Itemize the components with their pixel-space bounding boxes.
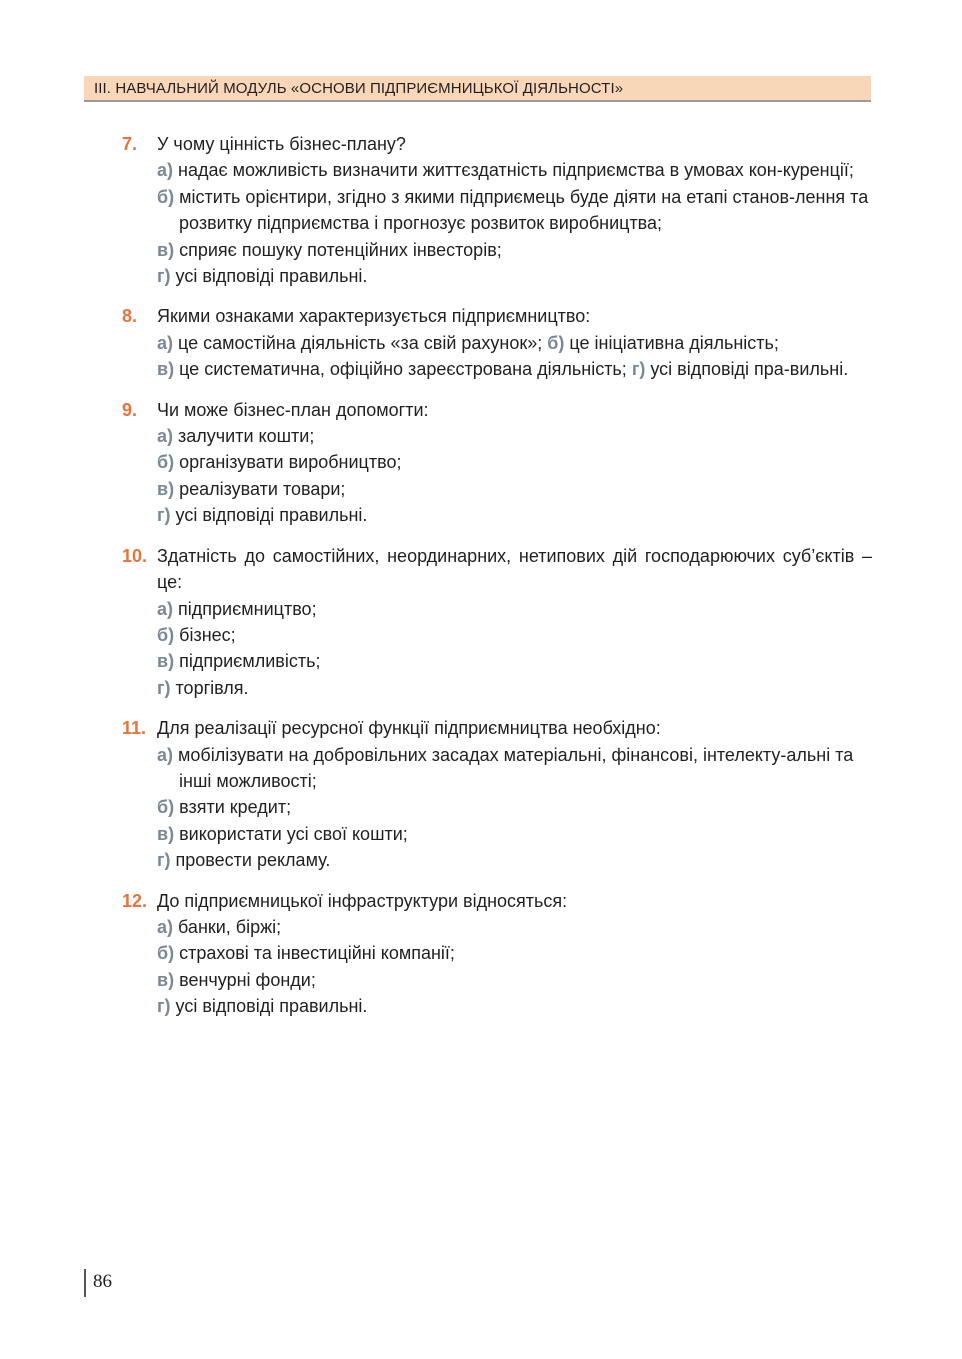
chapter-header [84,76,871,102]
option-label: г) [157,850,171,871]
option-label: в) [157,651,175,672]
answer-option [157,821,872,847]
option-label: г) [157,677,171,698]
option-label: а) [157,332,174,353]
answer-option [157,622,872,648]
answer-option-line [157,330,872,356]
option-label: б) [157,452,175,473]
answer-option [157,847,872,873]
option-text: підприємливість; [179,651,321,672]
option-label: г) [157,505,171,526]
option-label: а) [157,744,174,765]
option-label: г) [157,266,171,287]
option-text: надає можливість визначити життєздатність підприємства в умовах кон-куренції; [178,160,854,181]
question-text: Якими ознаками характеризується підприємництво: [157,306,591,327]
option-text: усі відповіді правильні. [175,505,368,526]
answer-option [157,742,872,795]
question-number: 12. [122,890,148,911]
option-text: мобілізувати на добровільних засадах матеріальні, фінансові, інтелекту-альні та інші можливості; [178,744,854,791]
option-text: взяти кредит; [179,797,292,818]
question-text: До підприємницької інфраструктури відносяться: [157,890,568,911]
option-text: містить орієнтири, згідно з якими підприємець буде діяти на етапі станов-лення та розвитку підприємства і прогнозує розвиток виробництва; [179,186,869,234]
option-text: реалізувати товари; [179,478,346,499]
answer-option [157,476,872,502]
question-number: 8. [122,306,138,327]
question-list [122,131,872,1034]
question-number: 11. [122,718,147,739]
question-10 [122,543,872,701]
option-label: в) [157,359,175,380]
answer-option [157,967,872,993]
answer-option [157,237,872,263]
answer-option [157,993,872,1019]
question-9 [122,397,872,529]
option-label: г) [631,359,646,380]
option-label: а) [157,916,174,937]
option-text: страхові та інвестиційні компанії; [179,943,455,964]
question-12 [122,888,872,1020]
option-text: це самостійна діяльність «за свій рахунок»; [178,332,543,353]
question-text: Здатність до самостійних, неординарних, нетипових дій господарюючих суб’єктів – це: [157,545,872,593]
page-number-bar [84,1269,86,1297]
option-label: б) [157,186,175,207]
answer-option [157,596,872,622]
question-7 [122,131,872,289]
answer-option [157,449,872,475]
option-text: сприяє пошуку потенційних інвесторів; [179,239,502,260]
question-11 [122,715,872,873]
answer-option [157,423,872,449]
option-label: в) [157,823,175,844]
option-label: г) [157,996,171,1017]
option-label: в) [157,478,175,499]
option-label: а) [157,598,174,619]
option-text: венчурні фонди; [179,969,316,990]
answer-option-line [157,356,872,382]
option-text: провести рекламу. [175,850,331,871]
answer-option [157,157,872,183]
question-text: Чи може бізнес-план допомогти: [157,399,429,420]
question-number: 10. [122,545,148,566]
answer-option [157,675,872,701]
question-text: У чому цінність бізнес-плану? [157,134,406,154]
question-8 [122,303,872,382]
option-text: це ініціативна діяльність; [569,332,779,353]
question-text: Для реалізації ресурсної функції підприємництва необхідно: [157,718,661,739]
option-label: б) [157,797,175,818]
answer-option [157,184,872,237]
question-number: 9. [122,399,138,420]
option-text: банки, біржі; [178,916,282,937]
option-text: використати усі свої кошти; [179,823,408,844]
answer-option [157,794,872,820]
option-label: в) [157,239,175,260]
chapter-title: III. НАВЧАЛЬНИЙ МОДУЛЬ «ОСНОВИ ПІДПРИЄМНИЦЬКОЇ ДІЯЛЬНОСТІ» [94,80,624,97]
option-text: підприємництво; [178,598,317,619]
option-text: усі відповіді правильні. [175,996,368,1017]
page-number: 86 [93,1271,112,1292]
answer-option [157,263,872,289]
option-text: бізнес; [179,624,236,645]
answer-option [157,648,872,674]
option-label: б) [547,332,565,353]
answer-option [157,502,872,528]
option-text: усі відповіді пра-вильні. [650,359,849,380]
answer-option [157,940,872,966]
option-text: організувати виробництво; [179,452,402,473]
option-text: торгівля. [175,677,249,698]
question-number: 7. [122,134,138,154]
option-label: в) [157,969,175,990]
option-label: б) [157,943,175,964]
option-text: залучити кошти; [178,426,315,447]
option-label: б) [157,624,175,645]
option-text: це систематична, офіційно зареєстрована діяльність; [179,359,627,380]
option-label: а) [157,160,174,181]
option-label: а) [157,426,174,447]
answer-option [157,914,872,940]
option-text: усі відповіді правильні. [175,266,368,287]
